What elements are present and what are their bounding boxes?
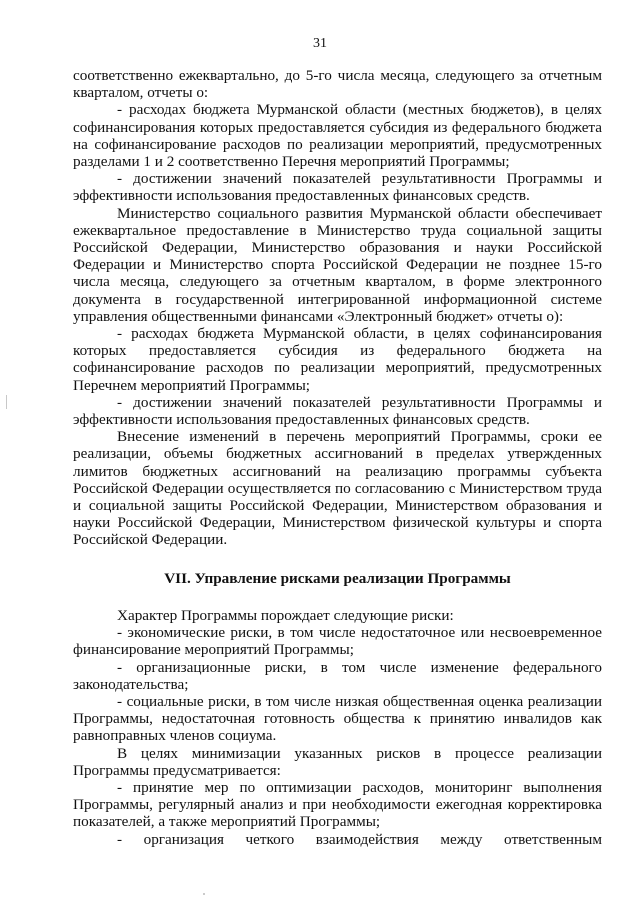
page-number: 31 — [313, 36, 327, 51]
paragraph: - расходах бюджета Мурманской области (местных бюджетов), в целях софинансирования которых предоставляется субсидия из федерального бюджета на софинансирование расходов по реализации мероприятий, предусмотренных разделами 1 и 2 соответственно Перечня мероприятий Программы; — [73, 101, 602, 171]
paragraph: Министерство социального развития Мурманской области обеспечивает ежеквартальное предоставление в Министерство труда социальной защиты Российской Федерации, Министерство образования и науки Российской Федерации и Министерство спорта Российской Федерации не позднее 15-го числа месяца, следующего за отчетным кварталом, в форме электронного документа в государственной интегрированной информационной системе управления общественными финансами «Электронный бюджет» отчеты о): — [73, 204, 602, 325]
paragraph: - организационные риски, в том числе изменение федерального законодательства; — [73, 658, 602, 693]
paragraph: - экономические риски, в том числе недостаточное или несвоевременное финансирование мероприятий Программы; — [73, 624, 602, 659]
section-heading: VII. Управление рисками реализации Программы — [164, 569, 511, 587]
paragraph: - расходах бюджета Мурманской области, в целях софинансирования которых предоставляется субсидия из федерального бюджета на софинансирование расходов по реализации мероприятий, предусмотренных Перечнем мероприятий Программы; — [73, 325, 602, 394]
document-body — [73, 67, 602, 848]
paragraph: - достижении значений показателей результативности Программы и эффективности использования предоставленных финансовых средств. — [73, 170, 602, 205]
paragraph: - принятие мер по оптимизации расходов, мониторинг выполнения Программы, регулярный анализ и при необходимости ежегодная корректировка показателей, а также мероприятий Программы; — [73, 778, 602, 831]
paragraph: В целях минимизации указанных рисков в процессе реализации Программы предусматривается: — [73, 744, 602, 779]
paragraph: - организация четкого взаимодействия между ответственным — [117, 830, 602, 848]
scan-artifact — [6, 395, 9, 409]
scan-artifact — [203, 893, 205, 895]
paragraph: Внесение изменений в перечень мероприятий Программы, сроки ее реализации, объемы бюджетных ассигнований в пределах утвержденных лимитов бюджетных ассигнований на реализацию программы субъекта Российской Федерации осуществляется по согласованию с Министерством труда и социальной защиты Российской Федерации, Министерством образования и науки Российской Федерации, Министерством физической культуры и спорта Российской Федерации. — [73, 428, 602, 549]
paragraph: Характер Программы порождает следующие риски: — [117, 606, 454, 624]
paragraph: соответственно ежеквартально, до 5-го числа месяца, следующего за отчетным кварталом, отчеты о: — [73, 67, 602, 102]
paragraph: - достижении значений показателей результативности Программы и эффективности использования предоставленных финансовых средств. — [73, 393, 602, 429]
paragraph: - социальные риски, в том числе низкая общественная оценка реализации Программы, недостаточная готовность общества к принятию инвалидов как равноправных членов социума. — [73, 692, 602, 745]
